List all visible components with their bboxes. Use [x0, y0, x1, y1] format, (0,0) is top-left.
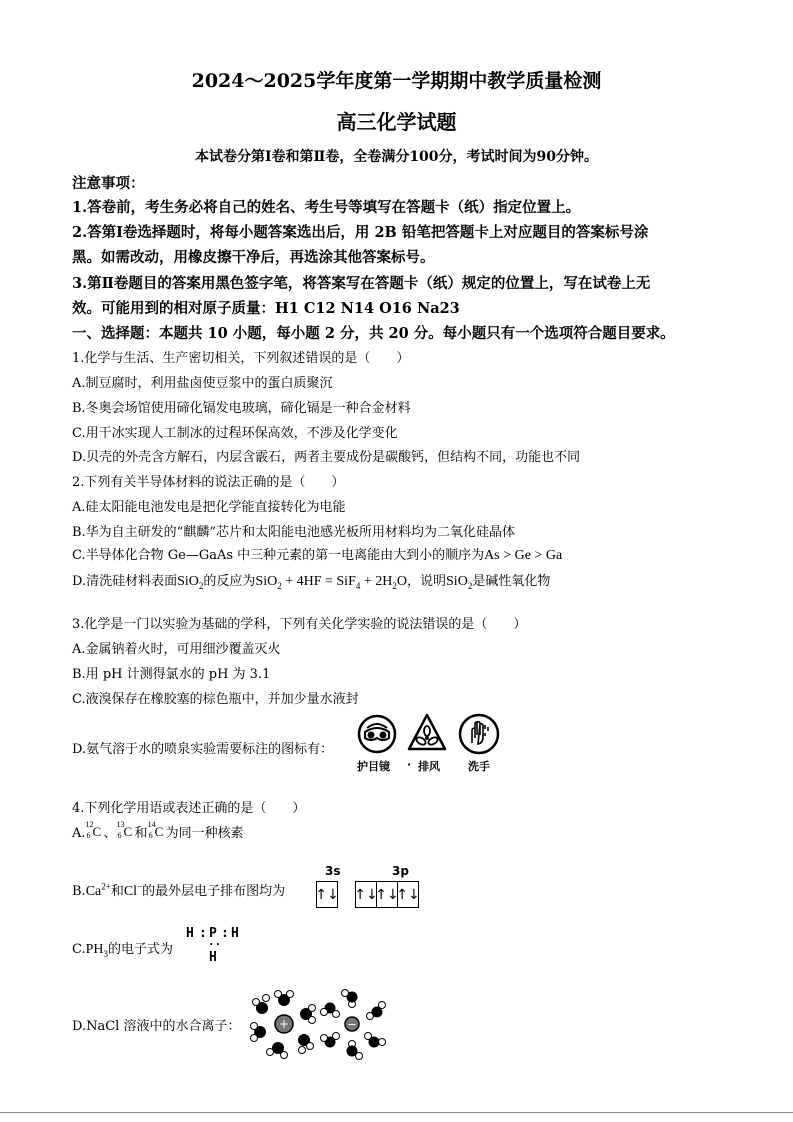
goggles-label: 护目镜 — [357, 760, 390, 773]
icon-dot: · — [407, 758, 412, 771]
isotope-c13: 13 6 C — [116, 820, 133, 840]
isotope-c12: 12 6 C — [85, 820, 102, 840]
orbital-cell: ↑↓ — [356, 882, 377, 907]
exam-intro: 本试卷分第Ⅰ卷和第Ⅱ卷，全卷满分100分，考试时间为90分钟。 — [194, 149, 599, 165]
exam-subtitle: 高三化学试题 — [336, 110, 457, 134]
lewis-bond-left: : — [199, 926, 207, 941]
q4-option-c: $C.PH_3$的电子式为 — [72, 942, 174, 959]
section-1-heading: 一、选择题：本题共 10 小题，每小题 2 分，共 20 分。每小题只有一个选项符合题目要求。 — [72, 325, 675, 342]
q3-stem: 3.化学是一门以实验为基础的学科，下列有关化学实验的说法错误的是（ ） — [72, 617, 527, 632]
q2-option-b: B.华为自主研发的“麒麟”芯片和太阳能电池感光板所用材料均为二氧化硅晶体 — [72, 525, 515, 540]
orbital-cell: ↑↓ — [315, 886, 339, 903]
orbital-box-3p — [355, 881, 419, 908]
hydrated-cation — [251, 991, 316, 1059]
q2-d-mid: 的反应为 — [203, 574, 256, 589]
svg-text:+: + — [278, 1017, 290, 1031]
orbital-label-3p: 3p — [392, 864, 409, 878]
wash-hands-label: 洗手 — [468, 760, 490, 773]
q2-d-post: ，说明 — [407, 574, 447, 589]
q1-option-c: C.用干冰实现人工制冰的过程环保高效，不涉及化学变化 — [72, 426, 398, 441]
orbital-label-3s: 3s — [325, 864, 341, 878]
q3-option-d: D.氨气溶于水的喷泉实验需要标注的图标有： — [72, 742, 334, 757]
notes-heading: 注意事项： — [72, 175, 145, 192]
ph3-formula: $PH_3$ — [85, 942, 109, 959]
isotope-c14: 14 6 C — [147, 820, 164, 840]
hydrated-ions-diagram — [248, 988, 388, 1060]
q2-option-c-text: C.半导体化合物 Ge—GaAs 中三种元素的第一电离能由大到小的顺序为 — [72, 548, 485, 563]
orbital-cell: ↑↓ — [377, 882, 398, 907]
note-2-line-2: 黑。如需改动，用橡皮擦干净后，再选涂其他答案标号。 — [72, 249, 435, 266]
q3-option-a: A.金属钠着火时，可用细沙覆盖灭火 — [72, 642, 281, 657]
q2-d-pre: D.清洗硅材料表面 — [72, 574, 178, 589]
q4-option-b: $B.Ca^{2+}$和Cl−的最外层电子排布图均为 — [72, 881, 286, 899]
q2-stem: 2.下列有关半导体材料的说法正确的是（ ） — [72, 475, 345, 490]
q2-option-a: A.硅太阳能电池发电是把化学能直接转化为电能 — [72, 500, 346, 515]
note-2-line-1: 2.答第Ⅰ卷选择题时，将每小题答案选出后，用 2B 铅笔把答题卡上对应题目的答案标号涂 — [72, 224, 649, 241]
wash-hands-icon — [458, 713, 500, 755]
q1-option-d: D.贝壳的外壳含方解石，内层含霰石，两者主要成份是碳酸钙，但结构不同，功能也不同 — [72, 450, 581, 465]
q4-option-a — [72, 822, 244, 841]
exam-title: 2024～2025学年度第一学期期中教学质量检测 — [191, 70, 602, 92]
lewis-p: P — [209, 926, 217, 941]
q4-stem: 4.下列化学用语或表述正确的是（ ） — [72, 801, 306, 816]
q2-option-d — [72, 570, 550, 591]
orbital-box-3s — [316, 881, 338, 908]
q2-d-sio2b: SiO$_2$ — [446, 574, 473, 591]
q3-option-b: B.用 pH 计测得氯水的 pH 为 3.1 — [72, 667, 271, 682]
ventilation-icon — [406, 712, 448, 754]
q2-option-c-formula: As > Ge > Ga — [484, 548, 563, 563]
q1-option-b: B.冬奥会场馆使用碲化镉发电玻璃，碲化镉是一种合金材料 — [72, 401, 411, 416]
q1-option-a: A.制豆腐时，利用盐卤使豆浆中的蛋白质聚沉 — [72, 376, 333, 391]
goggles-icon — [357, 714, 397, 754]
q2-d-sio2: SiO$_2$ — [177, 574, 204, 591]
lewis-bond-down: ·· — [208, 938, 222, 951]
q2-option-c — [72, 544, 562, 564]
orbital-cell: ↑↓ — [396, 886, 420, 903]
q1-stem: 1.化学与生活、生产密切相关，下列叙述错误的是（ ） — [72, 351, 410, 366]
note-1: 1.答卷前，考生务必将自己的姓名、考生号等填写在答题卡（纸）指定位置上。 — [72, 199, 581, 216]
hydrated-anion — [321, 990, 386, 1060]
q4-option-d: D.NaCl 溶液中的水合离子： — [72, 1019, 241, 1034]
q2-d-end: 是碱性氧化物 — [472, 574, 551, 589]
note-3-line-1: 3.第Ⅱ卷题目的答案用黑色签字笔，将答案写在答题卡（纸）规定的位置上，写在试卷上无 — [72, 275, 651, 292]
lewis-structure-ph3 — [186, 924, 246, 968]
note-3-line-2: 效。可能用到的相对原子质量：H1 C12 N14 O16 Na23 — [72, 300, 460, 317]
ca-ion: $Ca^{2+}$ — [85, 881, 111, 899]
svg-text:−: − — [347, 1018, 357, 1031]
q4-a-sep-2: 和 — [134, 826, 148, 841]
q4-a-post: 为同一种核素 — [165, 826, 244, 841]
q2-d-equation: $SiO_2 + 4HF = SiF_4 + 2H_2O$ — [255, 574, 407, 591]
q3-option-c: C.液溴保存在橡胶塞的棕色瓶中，并加少量水液封 — [72, 692, 359, 707]
ventilation-label: 排风 — [418, 760, 440, 773]
lewis-h-bottom: H — [209, 950, 217, 965]
q4-a-sep-1: 、 — [103, 826, 117, 841]
lewis-h-right: H — [231, 926, 239, 941]
lewis-bond-right: : — [221, 926, 229, 941]
lewis-h-left: H — [186, 926, 194, 941]
page-bottom-rule — [0, 1112, 793, 1113]
q4-a-pre: A. — [72, 826, 86, 841]
cl-ion: Cl− — [123, 881, 143, 899]
